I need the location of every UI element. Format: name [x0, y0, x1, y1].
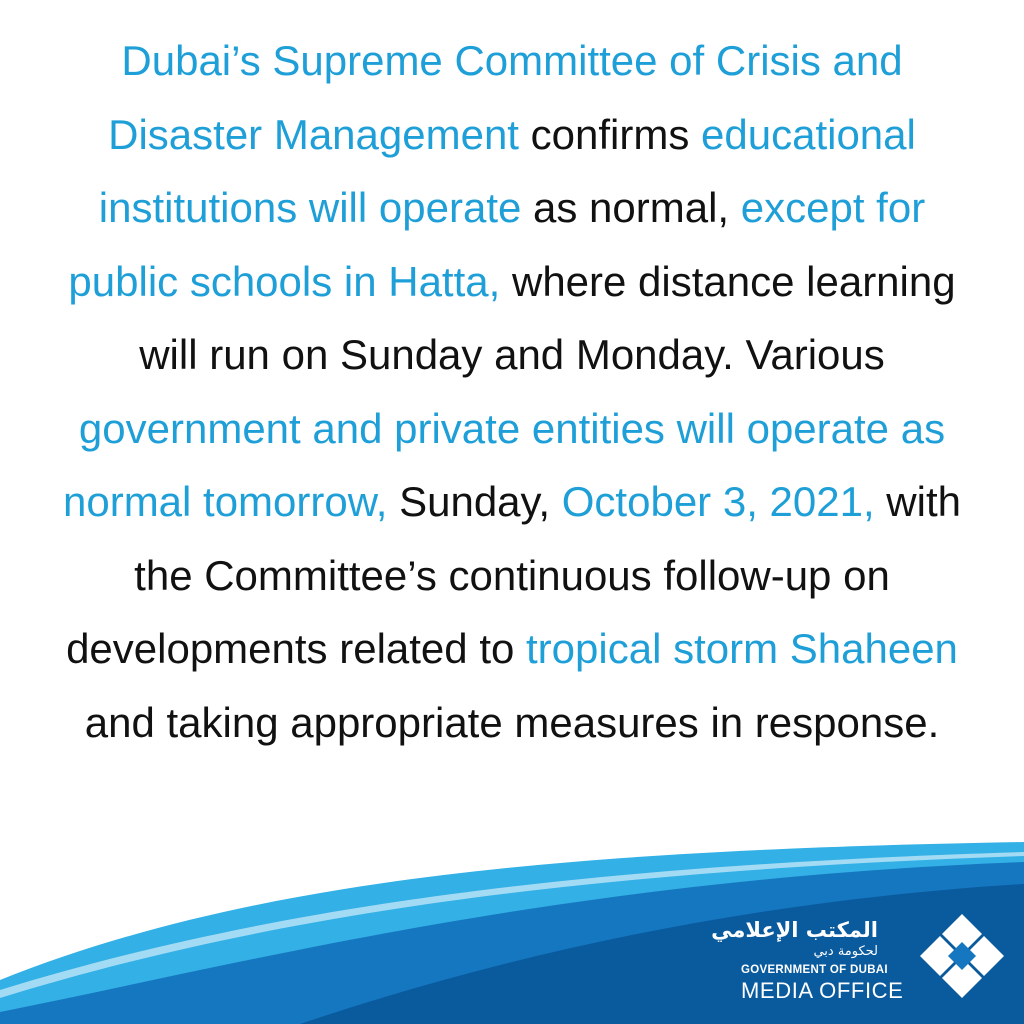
text-segment-committee: Dubai’s Supreme Committee of Crisis and Disaster Management [108, 37, 903, 158]
text-segment-entities: government and private entities will operate as normal tomorrow, [62, 404, 946, 525]
logo-government-line: GOVERNMENT OF DUBAI [741, 964, 888, 976]
text-segment-educational: educational institutions will operate [98, 110, 916, 231]
diamond-emblem-icon [918, 912, 1006, 1000]
logo-media-office: MEDIA OFFICE [741, 978, 904, 1003]
text-segment-confirms: confirms [518, 110, 702, 158]
text-segment-as-normal: as normal, [521, 184, 741, 231]
text-segment-storm: tropical storm Shaheen [526, 625, 958, 672]
text-segment-follow-up: with the Committee’s continuous follow-up on developments related to [66, 478, 961, 672]
announcement-text [40, 24, 984, 759]
text-segment-measures: and taking appropriate measures in response. [84, 698, 940, 746]
text-segment-distance-learning: where distance learning will run on Sunday and Monday. Various [139, 257, 956, 378]
text-segment-hatta: except for public schools in Hatta, [68, 184, 926, 305]
text-segment-sunday: Sunday, [387, 478, 562, 525]
text-segment-date: October 3, 2021, [561, 478, 875, 525]
logo-arabic-title: المكتب الإعلامي [711, 918, 878, 942]
logo-arabic-subtitle: لحكومة دبي [813, 944, 878, 959]
